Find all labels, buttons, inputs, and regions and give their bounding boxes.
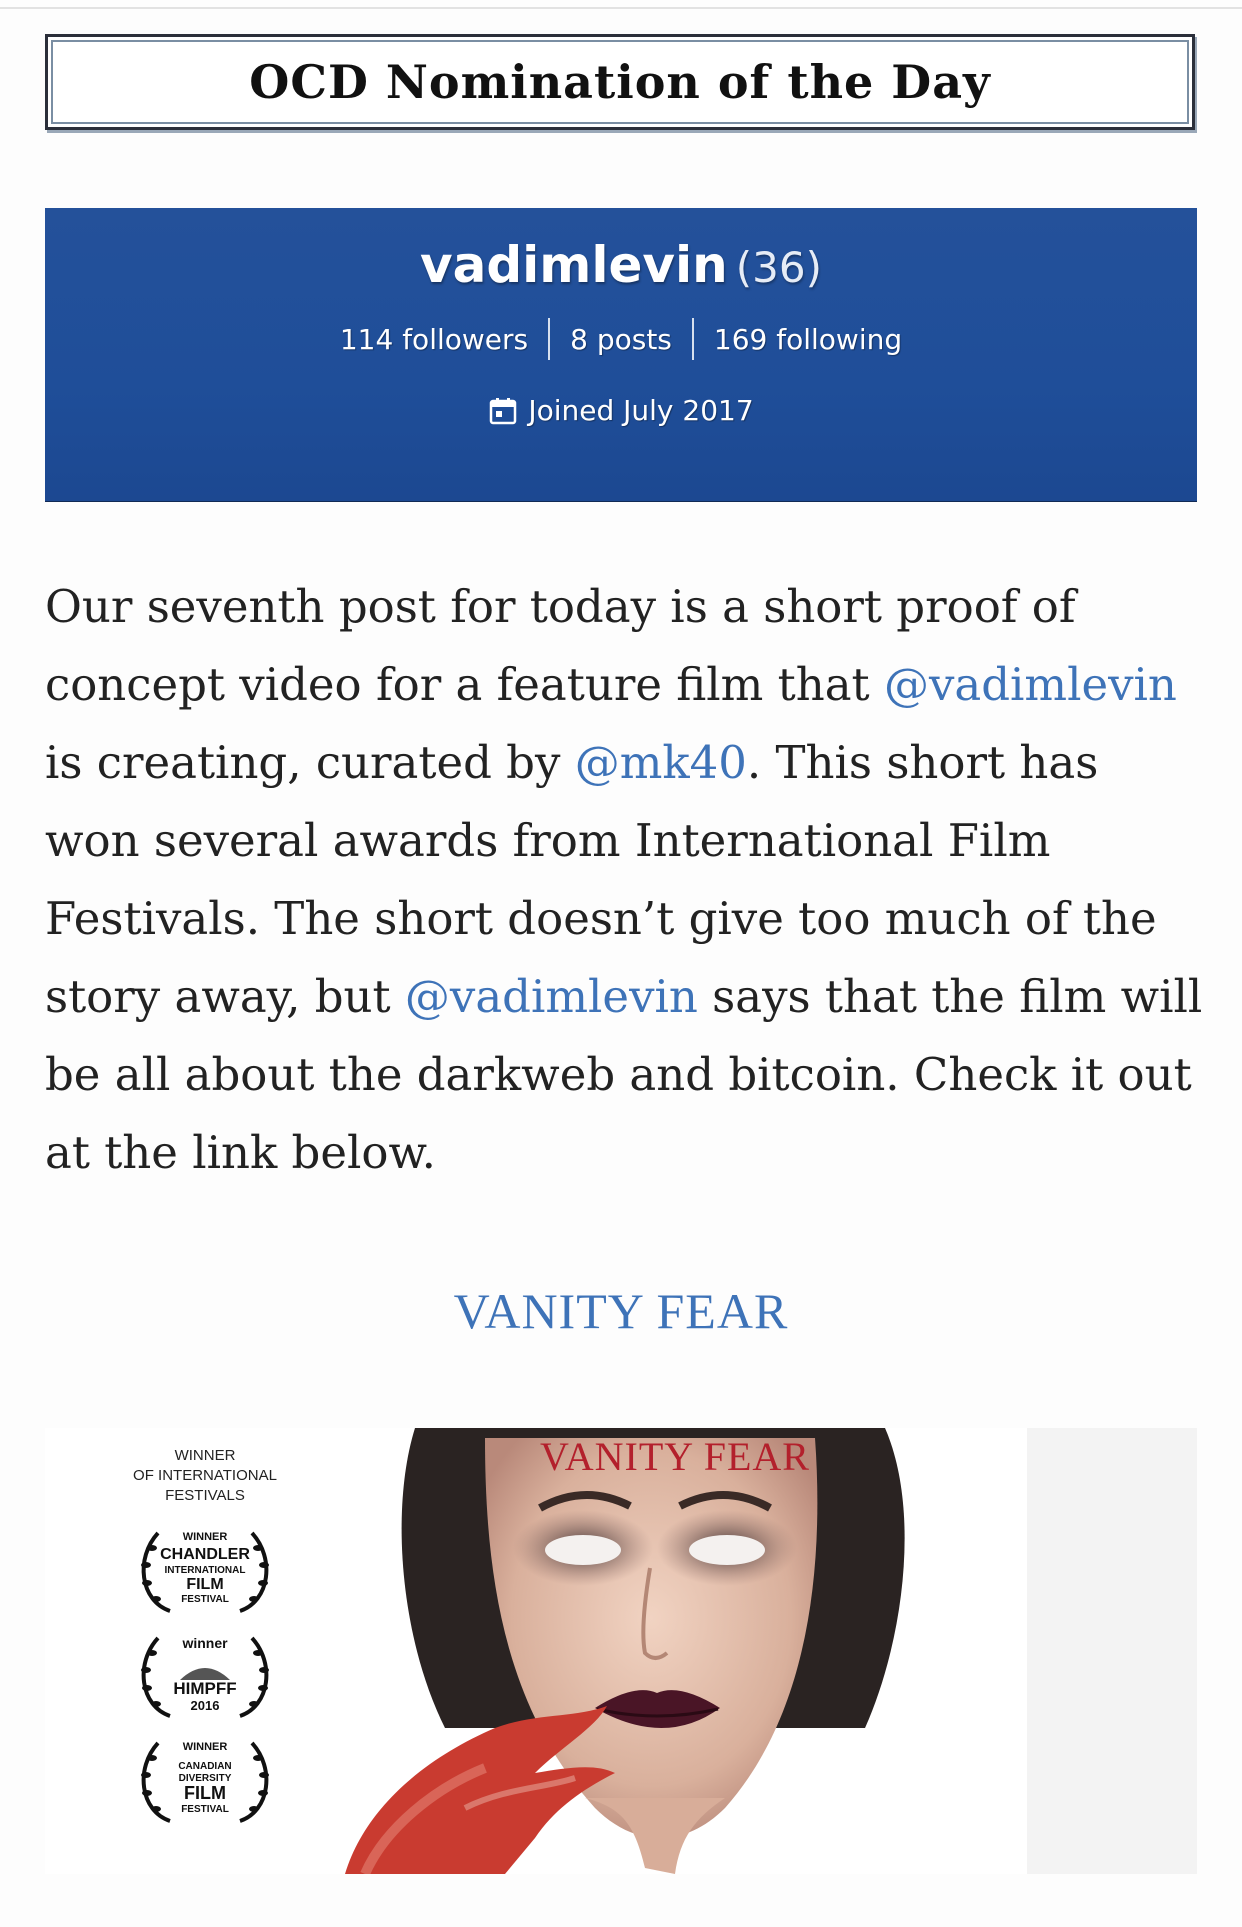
svg-text:WINNER: WINNER <box>182 1741 228 1753</box>
profile-joined <box>45 394 1197 427</box>
mention-vadimlevin[interactable]: @vadimlevin <box>883 658 1177 711</box>
mention-mk40[interactable]: @mk40 <box>574 736 747 789</box>
profile-stats <box>45 318 1197 360</box>
svg-text:FESTIVAL: FESTIVAL <box>181 1594 229 1605</box>
poster-title: VANITY FEAR <box>540 1434 810 1479</box>
top-divider <box>0 7 1242 9</box>
laurel-himpff-award <box>130 1628 280 1723</box>
posts-count[interactable]: 8 posts <box>570 322 672 356</box>
profile-username[interactable]: vadimlevin <box>420 236 728 294</box>
profile-reputation: (36) <box>735 243 822 292</box>
film-poster-image[interactable] <box>45 1428 1197 1874</box>
svg-text:FILM: FILM <box>186 1576 224 1593</box>
body-text-1: Our seventh post for today is a short proof of concept video for a feature film that <box>45 580 1076 711</box>
joined-date: Joined July 2017 <box>528 394 754 427</box>
laurel-chandler-award <box>130 1523 280 1618</box>
followers-count[interactable]: 114 followers <box>339 322 529 356</box>
body-text-4: says that the film will be all about the darkweb and bitcoin. Check it out at the link below. <box>45 970 1203 1179</box>
laurel-canadian-diversity-award <box>130 1733 280 1828</box>
svg-text:2016: 2016 <box>190 1698 220 1713</box>
svg-text:CANADIAN: CANADIAN <box>178 1761 232 1772</box>
body-text-2: is creating, curated by <box>45 736 575 789</box>
profile-name-row <box>45 236 1197 294</box>
nomination-banner <box>45 34 1195 130</box>
svg-text:HIMPFF: HIMPFF <box>173 1679 237 1698</box>
awards-header: WINNER OF INTERNATIONAL FESTIVALS <box>133 1447 277 1504</box>
following-count[interactable]: 169 following <box>713 322 903 356</box>
banner-title: OCD Nomination of the Day <box>249 55 991 109</box>
svg-text:WINNER: WINNER <box>182 1531 228 1543</box>
poster-background <box>1027 1428 1197 1874</box>
svg-text:CHANDLER: CHANDLER <box>160 1546 250 1563</box>
svg-text:INTERNATIONAL: INTERNATIONAL <box>164 1565 246 1576</box>
woman-portrait <box>345 1428 965 1874</box>
post-body <box>45 568 1205 1192</box>
calendar-icon <box>488 396 518 426</box>
svg-text:FILM: FILM <box>184 1783 226 1803</box>
vanity-fear-link[interactable]: VANITY FEAR <box>453 1283 789 1339</box>
svg-text:winner: winner <box>182 1635 228 1651</box>
profile-card <box>45 208 1197 501</box>
svg-text:DIVERSITY: DIVERSITY <box>178 1773 232 1784</box>
svg-text:FESTIVAL: FESTIVAL <box>181 1804 229 1815</box>
mention-vadimlevin[interactable]: @vadimlevin <box>404 970 698 1023</box>
body-text-3: . This short has won several awards from International Film Festivals. The short doesn’t give too much of the story away, but <box>45 736 1157 1023</box>
